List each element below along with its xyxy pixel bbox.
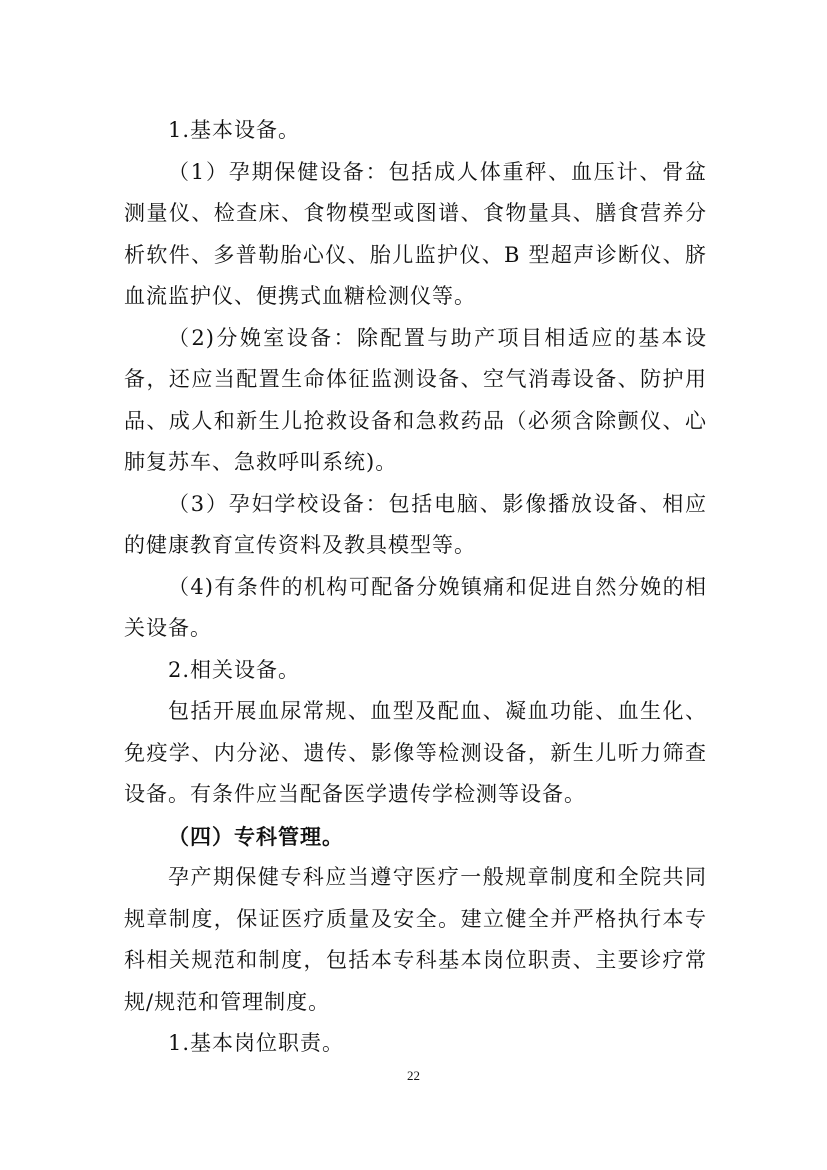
paragraph-specialty-management: 孕产期保健专科应当遵守医疗一般规章制度和全院共同规章制度，保证医疗质量及安全。建立健全并严格执行本专科相关规范和制度，包括本专科基本岗位职责、主要诊疗常规/规范和管理制度。 bbox=[124, 865, 707, 1014]
subheading-basic-equipment: 1.基本设备。 bbox=[168, 118, 301, 142]
subheading-job-duties: 1.基本岗位职责。 bbox=[168, 1031, 345, 1055]
document-body bbox=[124, 110, 707, 1065]
page-number: 22 bbox=[407, 1068, 420, 1083]
section-heading-specialty-management: （四）专科管理。 bbox=[168, 823, 344, 849]
subheading-related-equipment: 2.相关设备。 bbox=[168, 657, 301, 682]
paragraph-delivery-room-equipment: （2)分娩室设备：除配置与助产项目相适应的基本设备，还应当配置生命体征监测设备、空气消毒设备、防护用品、成人和新生儿抢救设备和急救药品（必须含除颤仪、心肺复苏车、急救呼叫系统)。 bbox=[124, 325, 707, 474]
paragraph-maternal-school-equipment: （3）孕妇学校设备：包括电脑、影像播放设备、相应的健康教育宣传资料及教具模型等。 bbox=[124, 491, 707, 557]
paragraph-prenatal-equipment: （1）孕期保健设备：包括成人体重秤、血压计、骨盆测量仪、检查床、食物模型或图谱、食物量具、膳食营养分析软件、多普勒胎心仪、胎儿监护仪、B 型超声诊断仪、脐血流监护仪、便携式血糖检测仪等。 bbox=[124, 159, 707, 308]
paragraph-related-equipment: 包括开展血尿常规、血型及配血、凝血功能、血生化、免疫学、内分泌、遗传、影像等检测设备，新生儿听力筛查设备。有条件应当配备医学遗传学检测等设备。 bbox=[124, 699, 707, 806]
paragraph-analgesia-equipment: （4)有条件的机构可配备分娩镇痛和促进自然分娩的相关设备。 bbox=[124, 574, 707, 640]
